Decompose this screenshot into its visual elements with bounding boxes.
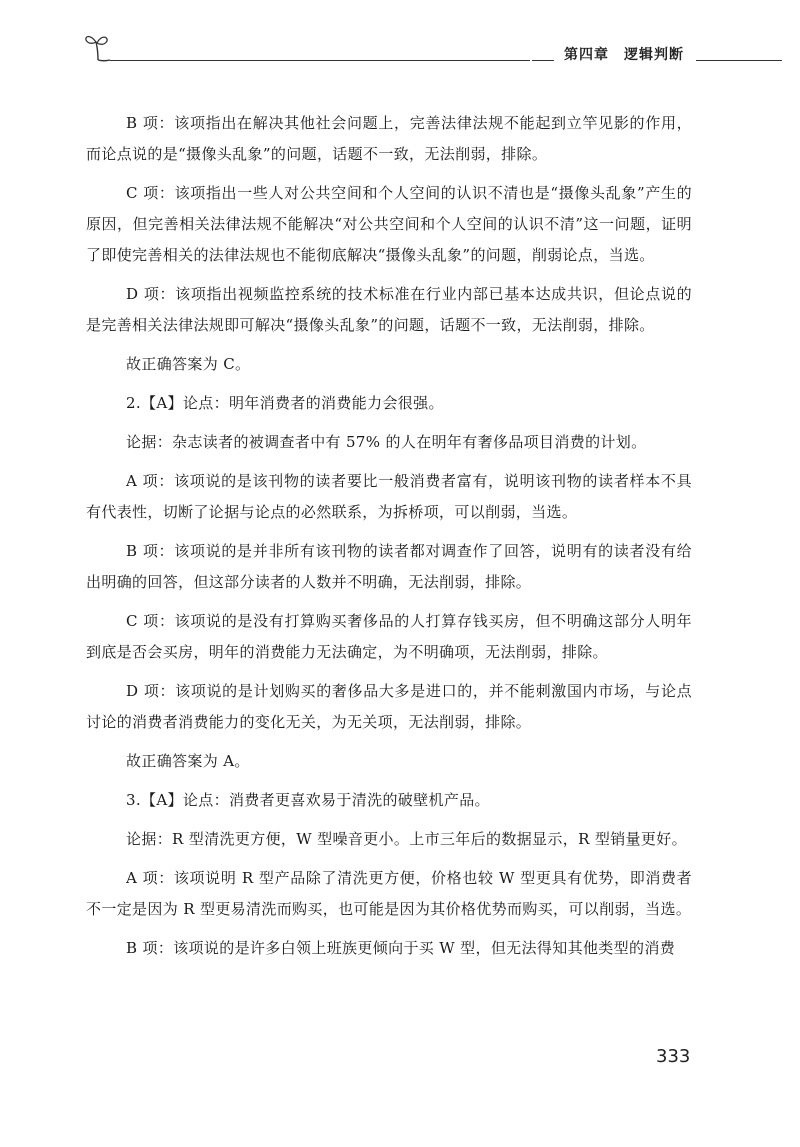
paragraph: B 项：该项指出在解决其他社会问题上，完善法律法规不能起到立竿见影的作用，而论点说的是“摄像头乱象”的问题，话题不一致，无法削弱，排除。 xyxy=(86,114,692,163)
paragraph: D 项：该项指出视频监控系统的技术标准在行业内部已基本达成共识，但论点说的是完善相关法律法规即可解决“摄像头乱象”的问题，话题不一致，无法削弱，排除。 xyxy=(86,285,692,334)
question-heading: 3.【A】论点：消费者更喜欢易于清洗的破壁机产品。 xyxy=(126,791,490,809)
paragraph: 论据：杂志读者的被调查者中有 57% 的人在明年有奢侈品项目消费的计划。 xyxy=(126,433,647,451)
paragraph: B 项：该项说的是许多白领上班族更倾向于买 W 型，但无法得知其他类型的消费 xyxy=(126,939,676,957)
running-header xyxy=(84,30,704,70)
paragraph: A 项：该项说明 R 型产品除了清洗更方便，价格也较 W 型更具有优势，即消费者不一定是因为 R 型更易清洗而购买，也可能是因为其价格优势而购买，可以削弱，当选。 xyxy=(86,869,692,918)
page-body xyxy=(86,108,692,972)
header-rule-tail xyxy=(696,60,782,61)
paragraph: A 项：该项说的是该刊物的读者要比一般消费者富有，说明该刊物的读者样本不具有代表性，切断了论据与论点的必然联系，为拆桥项，可以削弱，当选。 xyxy=(86,472,692,521)
header-rule xyxy=(110,60,530,61)
paragraph: D 项：该项说的是计划购买的奢侈品大多是进口的，并不能刺激国内市场，与论点讨论的消费者消费能力的变化无关，为无关项，无法削弱，排除。 xyxy=(86,682,692,731)
paragraph: C 项：该项指出一些人对公共空间和个人空间的认识不清也是“摄像头乱象”产生的原因，但完善相关法律法规不能解决“对公共空间和个人空间的认识不清”这一问题，证明了即使完善相关的法律法规也不能彻底解决“摄像头乱象”的问题，削弱论点，当选。 xyxy=(86,184,692,264)
chapter-title: 第四章 逻辑判断 xyxy=(554,44,694,64)
answer-line: 故正确答案为 C。 xyxy=(126,355,251,373)
paragraph: 论据：R 型清洗更方便，W 型噪音更小。上市三年后的数据显示，R 型销量更好。 xyxy=(126,830,687,848)
question-heading: 2.【A】论点：明年消费者的消费能力会很强。 xyxy=(126,394,444,412)
answer-line: 故正确答案为 A。 xyxy=(126,752,250,770)
page-number: 333 xyxy=(656,1046,691,1067)
paragraph: B 项：该项说的是并非所有该刊物的读者都对调查作了回答，说明有的读者没有给出明确的回答，但这部分读者的人数并不明确，无法削弱，排除。 xyxy=(86,542,692,591)
paragraph: C 项：该项说的是没有打算购买奢侈品的人打算存钱买房，但不明确这部分人明年到底是否会买房，明年的消费能力无法确定，为不明确项，无法削弱，排除。 xyxy=(86,612,692,661)
